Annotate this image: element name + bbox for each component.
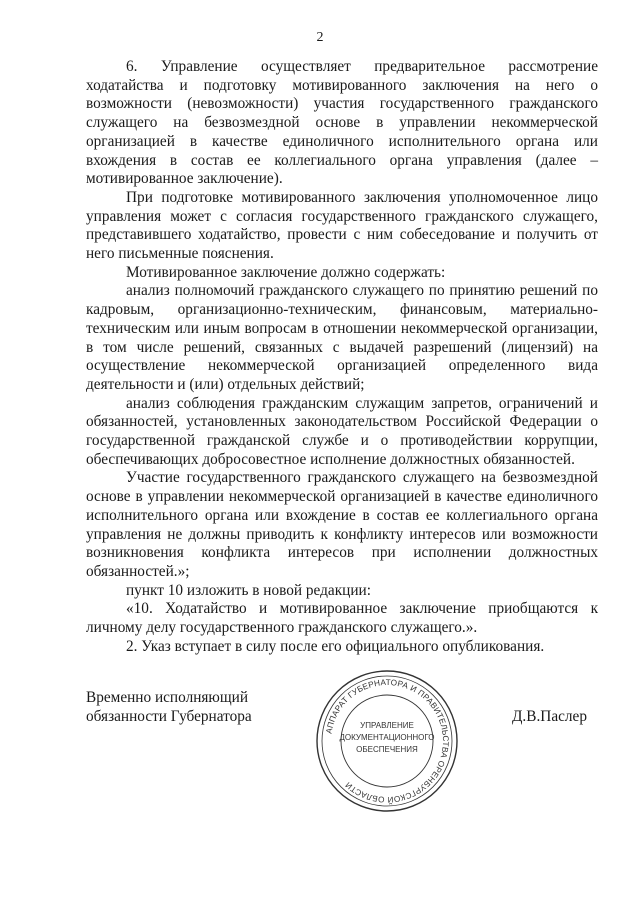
stamp-center-line3: ОБЕСПЕЧЕНИЯ (356, 745, 418, 754)
paragraph-interview: При подготовке мотивированного заключения уполномоченное лицо управления может с согласия государственного гражданского служащего, представившего ходатайство, провести с ним собеседование и получить от него письменные пояснения. (86, 188, 598, 263)
paragraph-item-10-intro: пункт 10 изложить в новой редакции: (126, 581, 371, 599)
stamp-ring-text: АППАРАТ ГУБЕРНАТОРА И ПРАВИТЕЛЬСТВА ОРЕНБУРГСКОЙ ОБЛАСТИ (324, 677, 451, 805)
paragraph-item-6: 6. Управление осуществляет предварительное рассмотрение ходатайства и подготовку мотивированного заключения на него о возможности (невозможности) участия государственного гражданского служащего на безвозмездной основе в управлении некоммерческой организацией в качестве единоличного исполнительного органа или вхождения в состав ее коллегиального органа управления (далее – мотивированное заключение). (86, 58, 598, 188)
document-body (86, 58, 598, 657)
paragraph-effective: 2. Указ вступает в силу после его официального опубликования. (126, 637, 545, 655)
paragraph-participation: Участие государственного гражданского служащего на безвозмездной основе в управлении некоммерческой организацией в качестве единоличного исполнительного органа или вхождение в состав ее коллегиального органа управления не должны приводить к конфликту интересов или возможности возникновения конфликта интересов при исполнении должностных обязанностей.»; (86, 469, 598, 580)
signatory-name: Д.В.Паслер (512, 708, 587, 725)
paragraph-item-10: «10. Ходатайство и мотивированное заключение приобщаются к личному делу государственного гражданского служащего.». (86, 600, 598, 637)
official-stamp (312, 666, 462, 816)
paragraph-contents-intro: Мотивированное заключение должно содержать: (126, 263, 446, 281)
signature-position-line1: Временно исполняющий (86, 689, 248, 706)
stamp-center-line1: УПРАВЛЕНИЕ (360, 721, 414, 730)
paragraph-analysis-compliance: анализ соблюдения гражданским служащим запретов, ограничений и обязанностей, установленных законодательством Российской Федерации о государственной гражданской службе и о противодействии коррупции, обеспечивающих добросовестное исполнение должностных обязанностей. (86, 394, 598, 468)
stamp-center-line2: ДОКУМЕНТАЦИОННОГО (339, 733, 435, 742)
paragraph-analysis-powers: анализ полномочий гражданского служащего по принятию решений по кадровым, организационно-техническим, финансовым, материально-техническим или иным вопросам в отношении некоммерческой организации, в том числе решений, связанных с выдачей разрешений (лицензий) на осуществление некоммерческой организацией определенного вида деятельности и (или) отдельных действий; (86, 282, 598, 393)
page-number: 2 (316, 30, 324, 45)
signature-position-line2: обязанности Губернатора (86, 708, 252, 725)
signature-position (86, 688, 252, 726)
